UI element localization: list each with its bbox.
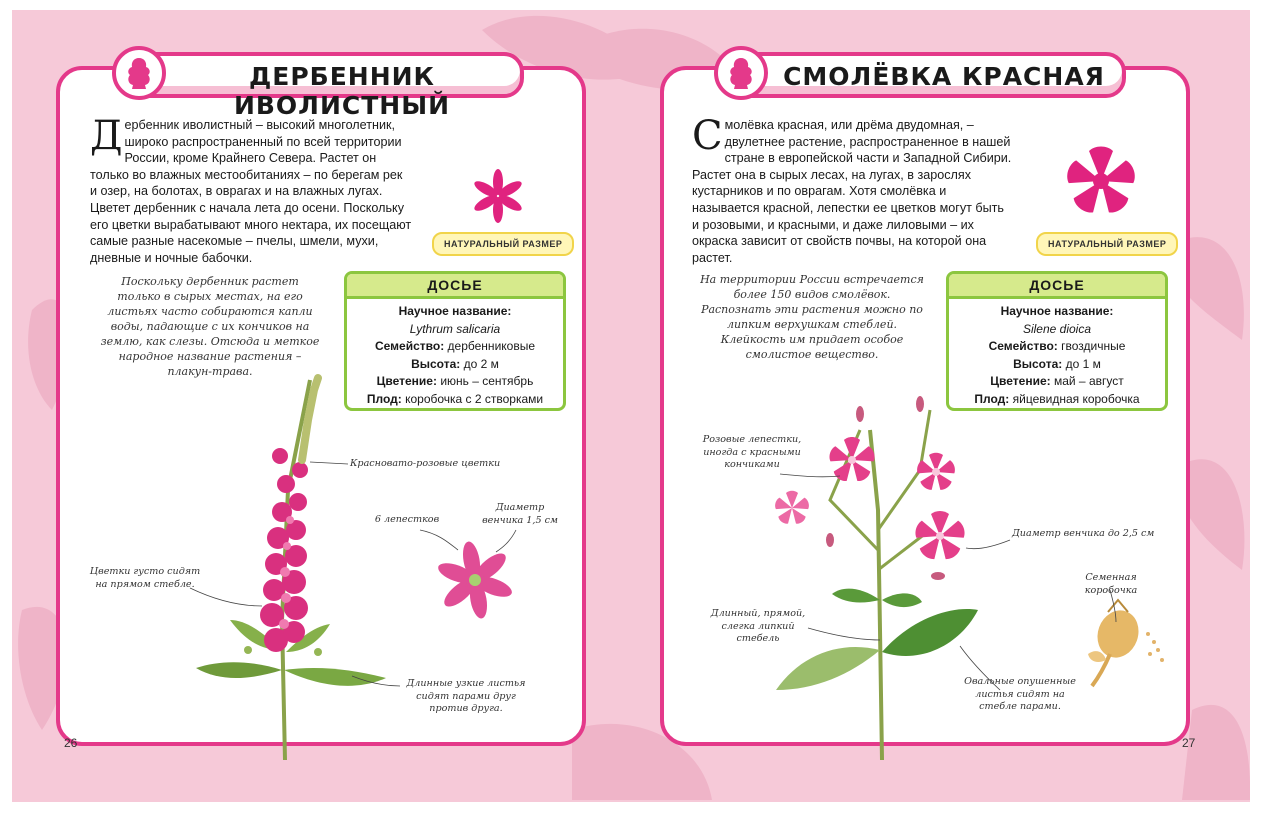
right-handwritten-note: На территории России встречается более 150 видов смолёвок. Распознать эти растения можно по липким верхушкам стеблей. Клейкость им придает особое смолистое вещество. bbox=[700, 273, 924, 361]
label-long-stem: Длинный, прямой, слегка липкий стебель bbox=[710, 608, 806, 644]
label-red-pink-flowers: Красновато-розовые цветки bbox=[350, 458, 501, 469]
label-oval-leaves: Овальные опушенные листья сидят на стебле парами. bbox=[964, 676, 1076, 712]
label-pink-petals: Розовые лепестки, иногда с красными кончиками bbox=[702, 434, 802, 470]
dossier-value: коробочка с 2 створками bbox=[405, 391, 544, 406]
dossier-label: Научное название: bbox=[398, 304, 512, 318]
left-natural-size-badge: НАТУРАЛЬНЫЙ РАЗМЕР bbox=[432, 232, 574, 256]
left-intro-body: ербенник иволистный – высокий многолетник, широко распространенный по всей территории России, кроме Крайнего Севера. Растет он только во влажных местообитаниях – по берегам рек и озер, на болотах, в оврагах и на влажных лугах. Цветет дербенник с начала лета до осени. Поскольку его цветки вырабатывают много нектара, их посещают самые разные насекомые – пчелы, шмели, мухи, дневные и ночные бабочки. bbox=[90, 118, 412, 265]
left-dropcap: Д bbox=[90, 113, 123, 159]
dossier-header: ДОСЬЕ bbox=[949, 274, 1165, 299]
dossier-value: яйцевидная коробочка bbox=[1012, 391, 1140, 406]
dossier-label: Высота: bbox=[411, 356, 461, 371]
dossier-value: июнь – сентябрь bbox=[440, 374, 534, 389]
dossier-label: Цветение: bbox=[376, 374, 437, 389]
left-page-title: ДЕРБЕННИК ИВОЛИСТНЫЙ bbox=[233, 62, 451, 120]
dossier-label: Цветение: bbox=[990, 374, 1051, 389]
right-page-number: 27 bbox=[1182, 736, 1196, 750]
dossier-label: Плод: bbox=[366, 391, 402, 406]
dossier-label: Плод: bbox=[974, 391, 1010, 406]
label-diameter-left: Диаметр венчика 1,5 см bbox=[482, 502, 558, 526]
right-dropcap: С bbox=[692, 113, 723, 159]
label-narrow-leaves: Длинные узкие листья сидят парами друг против друга. bbox=[406, 678, 526, 714]
left-handwritten-note: Поскольку дербенник растет только в сырых местах, на его листьях часто собираются капли воды, падающие с их кончиков на землю, как слезы. Отсюда и меткое народное название растения – плакун-трава. bbox=[100, 275, 320, 378]
label-dense-flowers: Цветки густо сидят на прямом стебле. bbox=[89, 566, 201, 590]
dossier-label: Семейство: bbox=[988, 339, 1058, 354]
label-diameter-right: Диаметр венчика до 2,5 см bbox=[1012, 528, 1155, 539]
dossier-label: Высота: bbox=[1013, 356, 1063, 371]
dossier-value: до 1 м bbox=[1065, 356, 1101, 371]
left-page-number: 26 bbox=[64, 736, 78, 750]
dossier-value: май – август bbox=[1053, 374, 1124, 389]
dossier-label: Научное название: bbox=[1000, 304, 1114, 318]
dossier-value: гвоздичные bbox=[1061, 339, 1126, 354]
dossier-label: Семейство: bbox=[374, 339, 445, 354]
label-seed-capsule: Семенная коробочка bbox=[1084, 572, 1138, 596]
scientific-name: Lythrum salicaria bbox=[409, 321, 501, 336]
label-six-petals: 6 лепестков bbox=[374, 514, 440, 525]
dossier-value: дербенниковые bbox=[447, 339, 535, 354]
right-natural-size-badge: НАТУРАЛЬНЫЙ РАЗМЕР bbox=[1036, 232, 1178, 256]
right-intro-body: молёвка красная, или дрёма двудомная, – двулетнее растение, распространенное в нашей стране в европейской части и Западной Сибири. Растет она в сырых лесах, на лугах, в зарослях кустарников и по оврагам. Хотя смолёвка и называется красной, лепестки ее цветков могут быть и розовыми, и красными, и даже лиловыми – их окраска зависит от свойств почвы, на которой она растет. bbox=[692, 118, 1012, 265]
dossier-header: ДОСЬЕ bbox=[347, 274, 563, 299]
right-page-title: СМОЛЁВКА КРАСНАЯ bbox=[783, 62, 1105, 91]
dossier-value: до 2 м bbox=[463, 356, 499, 371]
scientific-name: Silene dioica bbox=[1022, 321, 1092, 336]
